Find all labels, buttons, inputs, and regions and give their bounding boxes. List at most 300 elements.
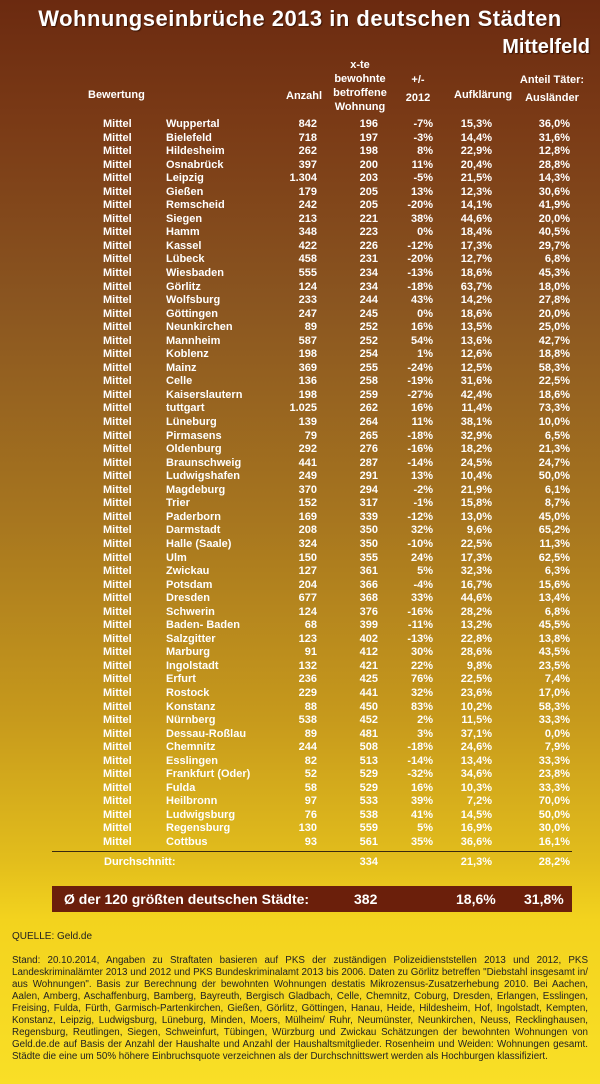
table-row (0, 701, 600, 715)
table-row (0, 159, 600, 173)
table-row (0, 389, 600, 403)
rank-cell: 361 (359, 565, 378, 578)
rank-cell: 259 (359, 388, 378, 401)
foreign-share-cell: 65,2% (538, 524, 570, 537)
change-cell: -11% (407, 619, 433, 632)
rank-cell: 559 (359, 822, 378, 835)
rating-cell: Mittel (103, 524, 132, 537)
clearance-cell: 24,5% (460, 456, 492, 469)
count-cell: 397 (298, 158, 317, 171)
count-cell: 370 (298, 483, 317, 496)
table-row (0, 579, 600, 593)
rating-cell: Mittel (103, 483, 132, 496)
count-cell: 179 (298, 185, 317, 198)
rating-cell: Mittel (103, 294, 132, 307)
count-cell: 136 (298, 375, 317, 388)
clearance-cell: 24,6% (460, 741, 492, 754)
change-cell: -12% (407, 239, 433, 252)
count-cell: 842 (298, 118, 317, 130)
count-cell: 97 (304, 795, 317, 808)
foreign-share-cell: 27,8% (538, 294, 570, 307)
count-cell: 422 (298, 239, 317, 252)
header-plusminus-line1: +/- (411, 74, 425, 86)
rank-cell: 196 (359, 118, 378, 130)
change-cell: 13% (410, 470, 433, 483)
foreign-share-cell: 6,5% (544, 429, 570, 442)
change-cell: -12% (407, 510, 433, 523)
clearance-cell: 14,2% (460, 294, 492, 307)
rank-cell: 508 (359, 741, 378, 754)
rank-cell: 368 (359, 592, 378, 605)
header-anteil-line1: Anteil Täter: (519, 74, 585, 86)
total-aufklaerung: 18,6% (456, 891, 496, 907)
table-row (0, 226, 600, 240)
city-cell: Wolfsburg (166, 294, 221, 307)
city-cell: Lübeck (166, 253, 205, 266)
foreign-share-cell: 62,5% (538, 551, 570, 564)
clearance-cell: 13,4% (460, 754, 492, 767)
rating-cell: Mittel (103, 592, 132, 605)
rating-cell: Mittel (103, 781, 132, 794)
rank-cell: 481 (359, 727, 378, 740)
clearance-cell: 9,6% (466, 524, 492, 537)
table-row (0, 145, 600, 159)
count-cell: 236 (298, 673, 317, 686)
rank-cell: 561 (359, 835, 378, 848)
rating-cell: Mittel (103, 741, 132, 754)
city-cell: Darmstadt (166, 524, 221, 537)
foreign-share-cell: 42,7% (538, 334, 570, 347)
change-cell: -24% (407, 361, 433, 374)
foreign-share-cell: 41,9% (538, 199, 570, 212)
clearance-cell: 28,2% (460, 605, 492, 618)
foreign-share-cell: 18,0% (538, 280, 570, 293)
city-cell: Kaiserslautern (166, 388, 243, 401)
foreign-share-cell: 70,0% (538, 795, 570, 808)
rank-cell: 234 (359, 267, 378, 280)
city-cell: Ulm (166, 551, 187, 564)
city-cell: tuttgart (166, 402, 205, 415)
foreign-share-cell: 15,6% (538, 578, 570, 591)
rank-cell: 276 (359, 443, 378, 456)
count-cell: 124 (298, 605, 317, 618)
table-row (0, 714, 600, 728)
rank-cell: 355 (359, 551, 378, 564)
table-row (0, 348, 600, 362)
rating-cell: Mittel (103, 795, 132, 808)
rank-cell: 421 (359, 659, 378, 672)
rating-cell: Mittel (103, 632, 132, 645)
change-cell: 22% (410, 659, 433, 672)
change-cell: 5% (417, 822, 433, 835)
count-cell: 458 (298, 253, 317, 266)
source-line: QUELLE: Geld.de (12, 931, 93, 942)
rating-cell: Mittel (103, 145, 132, 158)
rating-cell: Mittel (103, 388, 132, 401)
clearance-cell: 42,4% (460, 388, 492, 401)
average-label: Durchschnitt: (104, 856, 176, 868)
change-cell: 30% (410, 646, 433, 659)
count-cell: 123 (298, 632, 317, 645)
count-cell: 441 (298, 456, 317, 469)
clearance-cell: 18,2% (460, 443, 492, 456)
rating-cell: Mittel (103, 578, 132, 591)
foreign-share-cell: 6,8% (544, 253, 570, 266)
city-cell: Konstanz (166, 700, 216, 713)
total-label: Ø der 120 größten deutschen Städte: (64, 891, 310, 907)
header-rank-line4: Wohnung (334, 101, 386, 113)
city-cell: Zwickau (166, 565, 210, 578)
change-cell: 3% (417, 727, 433, 740)
city-cell: Hildesheim (166, 145, 225, 158)
rank-cell: 529 (359, 781, 378, 794)
rank-cell: 226 (359, 239, 378, 252)
change-cell: -18% (407, 429, 433, 442)
clearance-cell: 23,6% (460, 686, 492, 699)
foreign-share-cell: 0,0% (544, 727, 570, 740)
city-cell: Esslingen (166, 754, 218, 767)
change-cell: 43% (410, 294, 433, 307)
clearance-cell: 15,8% (460, 497, 492, 510)
count-cell: 132 (298, 659, 317, 672)
count-cell: 169 (298, 510, 317, 523)
change-cell: -19% (407, 375, 433, 388)
city-cell: Kassel (166, 239, 202, 252)
city-cell: Lüneburg (166, 416, 217, 429)
average-anteil: 28,2% (538, 856, 570, 868)
foreign-share-cell: 6,3% (544, 565, 570, 578)
count-cell: 555 (298, 267, 317, 280)
table-row (0, 430, 600, 444)
rating-cell: Mittel (103, 714, 132, 727)
footnotes: Stand: 20.10.2014, Angaben zu Straftaten basieren auf PKS der zuständigen Polizeidienststellen 2013 und 2012, PKS Landeskriminalämter 2013 und 2012 und PKS Bundeskriminalamt 2013 bis 2006. Daten zu Görlitz betreffen "Diebstahl insgesamt in/ aus Wohnungen". Basis zur Berechnung der bewohnten Wohnungen destatis Mikrozensus-Zusatzerhebung 2010. Bei Aachen, Aalen, Amberg, Aschaffenburg, Bamberg, Bayreuth, Bergisch Gladbach, Celle, Chemnitz, Coburg, Dresden, Erlangen, Esslingen, Freising, Fulda, Fürth, Garmisch-Partenkirchen, Gießen, Görlitz, Göttingen, Hanau, Heide, Hildesheim, Hof, Ingolstadt, Kempten, Konstanz, Leipzig, Ludwigsburg, Lüneburg, Minden, Moers, Mülheim/ Ruhr, Neumünster, Neunkirchen, Neuss, Recklinghausen, Regensburg, Reutlingen, Siegen, Schweinfurt, Tübingen, Würzburg und Zwickau Schätzungen der bewohnten Wohnungen von Geld.de.de auf Basis der Anzahl der Haushalte und Anzahl der Haushaltsmitglieder. Rosenheim und Weiden: Wohnungen gesamt. Städte die eine um 50% höhere Einbruchsquote verzeichnen als der Durchschnittswert werden als Hochburgen klassifiziert. (12, 955, 588, 1062)
change-cell: 41% (410, 808, 433, 821)
total-bar (52, 886, 572, 912)
change-cell: 76% (410, 673, 433, 686)
count-cell: 89 (304, 727, 317, 740)
change-cell: -2% (413, 483, 433, 496)
rating-cell: Mittel (103, 226, 132, 239)
table-row (0, 497, 600, 511)
change-cell: -18% (407, 280, 433, 293)
clearance-cell: 13,5% (460, 321, 492, 334)
count-cell: 127 (298, 565, 317, 578)
rating-cell: Mittel (103, 131, 132, 144)
change-cell: -4% (413, 578, 433, 591)
foreign-share-cell: 6,1% (544, 483, 570, 496)
rating-cell: Mittel (103, 835, 132, 848)
rating-cell: Mittel (103, 334, 132, 347)
count-cell: 369 (298, 361, 317, 374)
foreign-share-cell: 58,3% (538, 361, 570, 374)
count-cell: 68 (304, 619, 317, 632)
table-row (0, 552, 600, 566)
count-cell: 213 (298, 212, 317, 225)
rating-cell: Mittel (103, 185, 132, 198)
change-cell: -16% (407, 443, 433, 456)
city-cell: Nürnberg (166, 714, 216, 727)
rank-cell: 197 (359, 131, 378, 144)
clearance-cell: 37,1% (460, 727, 492, 740)
city-cell: Wiesbaden (166, 267, 224, 280)
clearance-cell: 11,4% (461, 402, 492, 415)
city-cell: Trier (166, 497, 190, 510)
rank-cell: 366 (359, 578, 378, 591)
city-cell: Paderborn (166, 510, 222, 523)
rating-cell: Mittel (103, 768, 132, 781)
foreign-share-cell: 7,4% (544, 673, 570, 686)
change-cell: -27% (407, 388, 433, 401)
count-cell: 58 (304, 781, 317, 794)
city-cell: Gießen (166, 185, 204, 198)
foreign-share-cell: 8,7% (544, 497, 570, 510)
count-cell: 718 (298, 131, 317, 144)
rating-cell: Mittel (103, 429, 132, 442)
change-cell: 32% (410, 524, 433, 537)
header-bewertung: Bewertung (88, 89, 145, 101)
rank-cell: 291 (359, 470, 378, 483)
count-cell: 677 (298, 592, 317, 605)
table-row (0, 294, 600, 308)
rank-cell: 262 (359, 402, 378, 415)
header-anzahl: Anzahl (286, 90, 323, 102)
rank-cell: 450 (359, 700, 378, 713)
clearance-cell: 44,6% (460, 212, 492, 225)
clearance-cell: 18,4% (460, 226, 492, 239)
clearance-cell: 21,9% (460, 483, 492, 496)
count-cell: 1.304 (289, 172, 317, 185)
clearance-cell: 13,0% (460, 510, 492, 523)
table-row (0, 362, 600, 376)
rating-cell: Mittel (103, 510, 132, 523)
change-cell: 8% (417, 145, 433, 158)
rank-cell: 265 (359, 429, 378, 442)
rank-cell: 317 (359, 497, 378, 510)
change-cell: 32% (410, 686, 433, 699)
change-cell: 35% (410, 835, 433, 848)
city-cell: Siegen (166, 212, 203, 225)
change-cell: -20% (407, 199, 433, 212)
city-cell: Schwerin (166, 605, 215, 618)
foreign-share-cell: 50,0% (538, 470, 570, 483)
foreign-share-cell: 58,3% (538, 700, 570, 713)
rating-cell: Mittel (103, 348, 132, 361)
foreign-share-cell: 30,0% (538, 822, 570, 835)
city-cell: Pirmasens (166, 429, 222, 442)
rating-cell: Mittel (103, 673, 132, 686)
clearance-cell: 13,2% (460, 619, 492, 632)
foreign-share-cell: 45,0% (538, 510, 570, 523)
clearance-cell: 16,7% (460, 578, 492, 591)
clearance-cell: 38,1% (460, 416, 492, 429)
foreign-share-cell: 13,4% (538, 592, 570, 605)
rating-cell: Mittel (103, 416, 132, 429)
rating-cell: Mittel (103, 605, 132, 618)
table-row (0, 755, 600, 769)
clearance-cell: 14,5% (460, 808, 492, 821)
header-plusminus-line2: 2012 (405, 92, 431, 104)
rating-cell: Mittel (103, 537, 132, 550)
rating-cell: Mittel (103, 253, 132, 266)
rank-cell: 529 (359, 768, 378, 781)
city-cell: Wuppertal (166, 118, 220, 130)
clearance-cell: 13,6% (460, 334, 492, 347)
rating-cell: Mittel (103, 700, 132, 713)
table-row (0, 538, 600, 552)
foreign-share-cell: 33,3% (538, 754, 570, 767)
rating-cell: Mittel (103, 307, 132, 320)
rating-cell: Mittel (103, 470, 132, 483)
table-row (0, 335, 600, 349)
count-cell: 152 (298, 497, 317, 510)
rating-cell: Mittel (103, 551, 132, 564)
count-cell: 150 (298, 551, 317, 564)
change-cell: -32% (407, 768, 433, 781)
clearance-cell: 10,2% (460, 700, 492, 713)
rank-cell: 350 (359, 537, 378, 550)
clearance-cell: 14,4% (460, 131, 492, 144)
clearance-cell: 22,5% (460, 673, 492, 686)
foreign-share-cell: 18,6% (538, 388, 570, 401)
table-row (0, 822, 600, 836)
clearance-cell: 17,3% (460, 239, 492, 252)
change-cell: 16% (410, 321, 433, 334)
city-cell: Göttingen (166, 307, 218, 320)
city-cell: Ingolstadt (166, 659, 219, 672)
clearance-cell: 12,5% (460, 361, 492, 374)
foreign-share-cell: 11,3% (539, 537, 570, 550)
table-row (0, 308, 600, 322)
count-cell: 198 (298, 388, 317, 401)
foreign-share-cell: 7,9% (544, 741, 570, 754)
clearance-cell: 12,6% (460, 348, 492, 361)
table-divider (52, 851, 572, 852)
header-rank-line1: x-te (350, 59, 370, 71)
rank-cell: 258 (359, 375, 378, 388)
change-cell: -13% (407, 267, 433, 280)
change-cell: -7% (413, 118, 433, 130)
count-cell: 139 (298, 416, 317, 429)
city-cell: Rostock (166, 686, 210, 699)
foreign-share-cell: 23,8% (538, 768, 570, 781)
count-cell: 324 (298, 537, 317, 550)
table-row (0, 606, 600, 620)
table-row (0, 795, 600, 809)
city-cell: Ludwigsburg (166, 808, 236, 821)
clearance-cell: 28,6% (460, 646, 492, 659)
foreign-share-cell: 30,6% (538, 185, 570, 198)
clearance-cell: 36,6% (460, 835, 492, 848)
foreign-share-cell: 6,8% (544, 605, 570, 618)
table-row (0, 457, 600, 471)
table-row (0, 199, 600, 213)
table-row (0, 565, 600, 579)
city-cell: Mainz (166, 361, 197, 374)
city-cell: Chemnitz (166, 741, 216, 754)
data-table (0, 118, 600, 850)
rating-cell: Mittel (103, 402, 132, 415)
city-cell: Magdeburg (166, 483, 226, 496)
change-cell: 33% (410, 592, 433, 605)
foreign-share-cell: 17,0% (538, 686, 570, 699)
rank-cell: 200 (359, 158, 378, 171)
change-cell: 11% (411, 416, 433, 429)
change-cell: -3% (413, 131, 433, 144)
rank-cell: 245 (359, 307, 378, 320)
rank-cell: 205 (359, 185, 378, 198)
foreign-share-cell: 45,5% (538, 619, 570, 632)
city-cell: Osnabrück (166, 158, 224, 171)
foreign-share-cell: 23,5% (538, 659, 570, 672)
change-cell: 83% (410, 700, 433, 713)
count-cell: 242 (298, 199, 317, 212)
clearance-cell: 9,8% (466, 659, 492, 672)
change-cell: 0% (417, 307, 433, 320)
table-row (0, 470, 600, 484)
rating-cell: Mittel (103, 443, 132, 456)
count-cell: 88 (304, 700, 317, 713)
change-cell: 13% (410, 185, 433, 198)
city-cell: Marburg (166, 646, 210, 659)
change-cell: 24% (410, 551, 433, 564)
rank-cell: 339 (359, 510, 378, 523)
count-cell: 292 (298, 443, 317, 456)
clearance-cell: 12,7% (460, 253, 492, 266)
foreign-share-cell: 28,8% (538, 158, 570, 171)
foreign-share-cell: 29,7% (538, 239, 570, 252)
foreign-share-cell: 33,3% (538, 714, 570, 727)
clearance-cell: 17,3% (460, 551, 492, 564)
table-row (0, 660, 600, 674)
total-rank: 382 (354, 891, 378, 907)
clearance-cell: 10,4% (460, 470, 492, 483)
count-cell: 93 (304, 835, 317, 848)
foreign-share-cell: 31,6% (538, 131, 570, 144)
count-cell: 76 (304, 808, 317, 821)
rank-cell: 441 (359, 686, 378, 699)
table-row (0, 633, 600, 647)
clearance-cell: 11,5% (461, 714, 492, 727)
header-rank-line2: bewohnte (334, 73, 386, 85)
count-cell: 208 (298, 524, 317, 537)
rating-cell: Mittel (103, 239, 132, 252)
foreign-share-cell: 25,0% (538, 321, 570, 334)
city-cell: Celle (166, 375, 193, 388)
city-cell: Koblenz (166, 348, 209, 361)
table-row (0, 673, 600, 687)
city-cell: Fulda (166, 781, 196, 794)
rank-cell: 254 (359, 348, 378, 361)
table-row (0, 768, 600, 782)
rank-cell: 287 (359, 456, 378, 469)
rating-cell: Mittel (103, 659, 132, 672)
city-cell: Salzgitter (166, 632, 216, 645)
table-row (0, 687, 600, 701)
foreign-share-cell: 36,0% (538, 118, 570, 130)
table-row (0, 484, 600, 498)
foreign-share-cell: 45,3% (538, 267, 570, 280)
clearance-cell: 22,8% (460, 632, 492, 645)
count-cell: 198 (298, 348, 317, 361)
count-cell: 124 (298, 280, 317, 293)
header-anteil (512, 73, 592, 105)
count-cell: 91 (304, 646, 317, 659)
rating-cell: Mittel (103, 361, 132, 374)
rank-cell: 452 (359, 714, 378, 727)
clearance-cell: 10,3% (460, 781, 492, 794)
rating-cell: Mittel (103, 754, 132, 767)
foreign-share-cell: 40,5% (538, 226, 570, 239)
